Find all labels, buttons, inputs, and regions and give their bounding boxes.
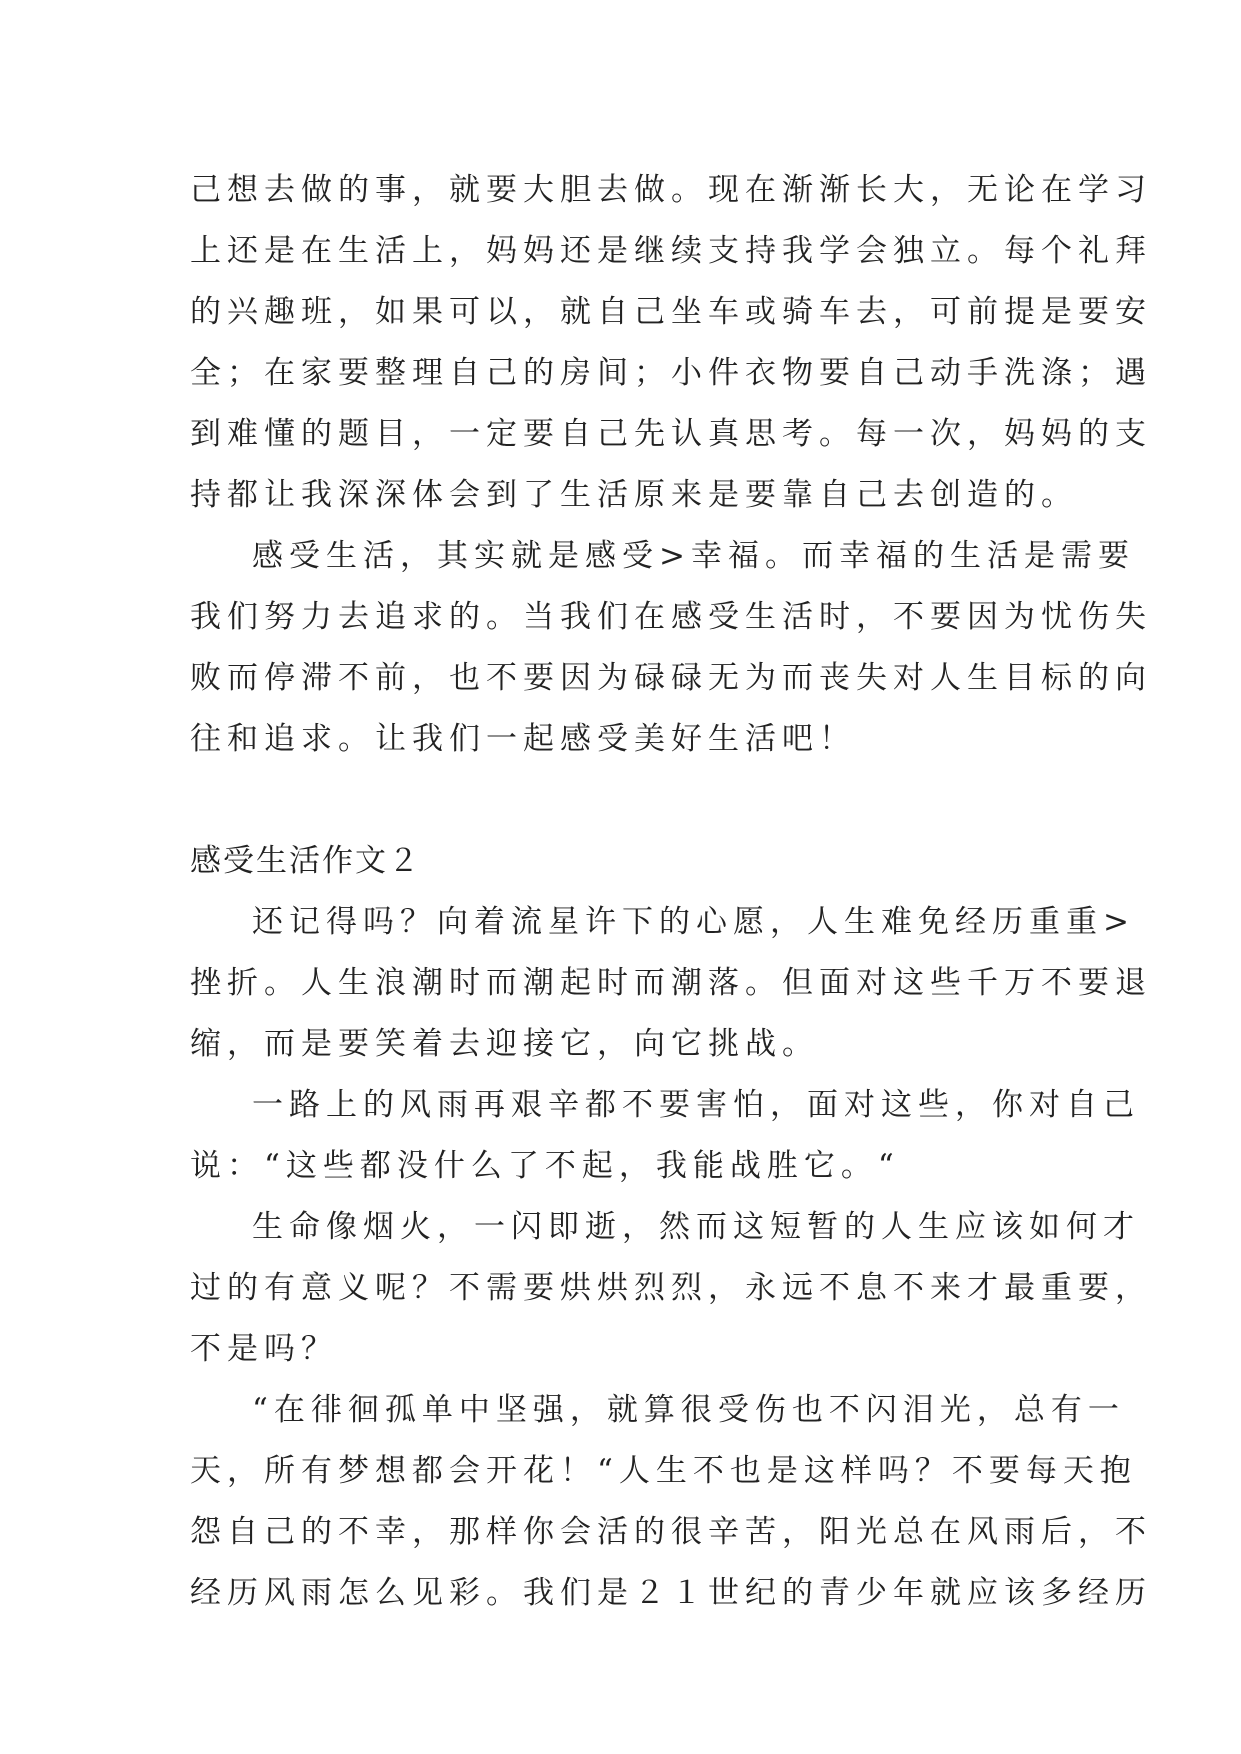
paragraph [190,160,1152,526]
paragraph [190,526,1152,770]
text-line: 一路上的风雨再艰辛都不要害怕，面对这些，你对自己 [252,1087,1140,1123]
text-line: 己想去做的事，就要大胆去做。现在渐渐长大，无论在学习 [190,172,1152,208]
paragraph [190,892,1152,1075]
text-line: 天，所有梦想都会开花！“人生不也是这样吗？不要每天抱 [190,1453,1137,1489]
text-line: 挫折。人生浪潮时而潮起时而潮落。但面对这些千万不要退 [190,965,1152,1001]
section-heading: 感受生活作文２ [190,843,421,879]
text-line: 还记得吗？向着流星许下的心愿，人生难免经历重重> [252,904,1135,940]
text-line: 过的有意义呢？不需要烘烘烈烈，永远不息不来才最重要， [190,1270,1152,1306]
paragraph [190,1075,1140,1197]
text-line: 感受生活，其实就是感受>幸福。而幸福的生活是需要 [252,538,1135,574]
text-line: 败而停滞不前，也不要因为碌碌无为而丧失对人生目标的向 [190,660,1152,696]
text-line: 不是吗？ [190,1331,338,1367]
text-line: 持都让我深深体会到了生活原来是要靠自己去创造的。 [190,477,1078,513]
spacer [190,770,1070,831]
text-line: 经历风雨怎么见彩。我们是２１世纪的青少年就应该多经历 [190,1575,1152,1611]
paragraph [190,1197,1152,1380]
text-line: 缩，而是要笑着去迎接它，向它挑战。 [190,1026,819,1062]
text-line: 生命像烟火，一闪即逝，然而这短暂的人生应该如何才 [252,1209,1140,1245]
text-line: 上还是在生活上，妈妈还是继续支持我学会独立。每个礼拜 [190,233,1152,269]
text-line: “在徘徊孤单中坚强，就算很受伤也不闪泪光，总有一 [252,1392,1125,1428]
text-line: 的兴趣班，如果可以，就自己坐车或骑车去，可前提是要安 [190,294,1152,330]
paragraph [190,1380,1152,1624]
document-body [190,160,1152,1624]
text-line: 我们努力去追求的。当我们在感受生活时，不要因为忧伤失 [190,599,1152,635]
text-line: 全；在家要整理自己的房间；小件衣物要自己动手洗涤；遇 [190,355,1152,391]
text-line: 说：“这些都没什么了不起，我能战胜它。“ [190,1148,900,1184]
text-line: 怨自己的不幸，那样你会活的很辛苦，阳光总在风雨后，不 [190,1514,1152,1550]
text-line: 到难懂的题目，一定要自己先认真思考。每一次，妈妈的支 [190,416,1152,452]
text-line: 往和追求。让我们一起感受美好生活吧！ [190,721,856,757]
